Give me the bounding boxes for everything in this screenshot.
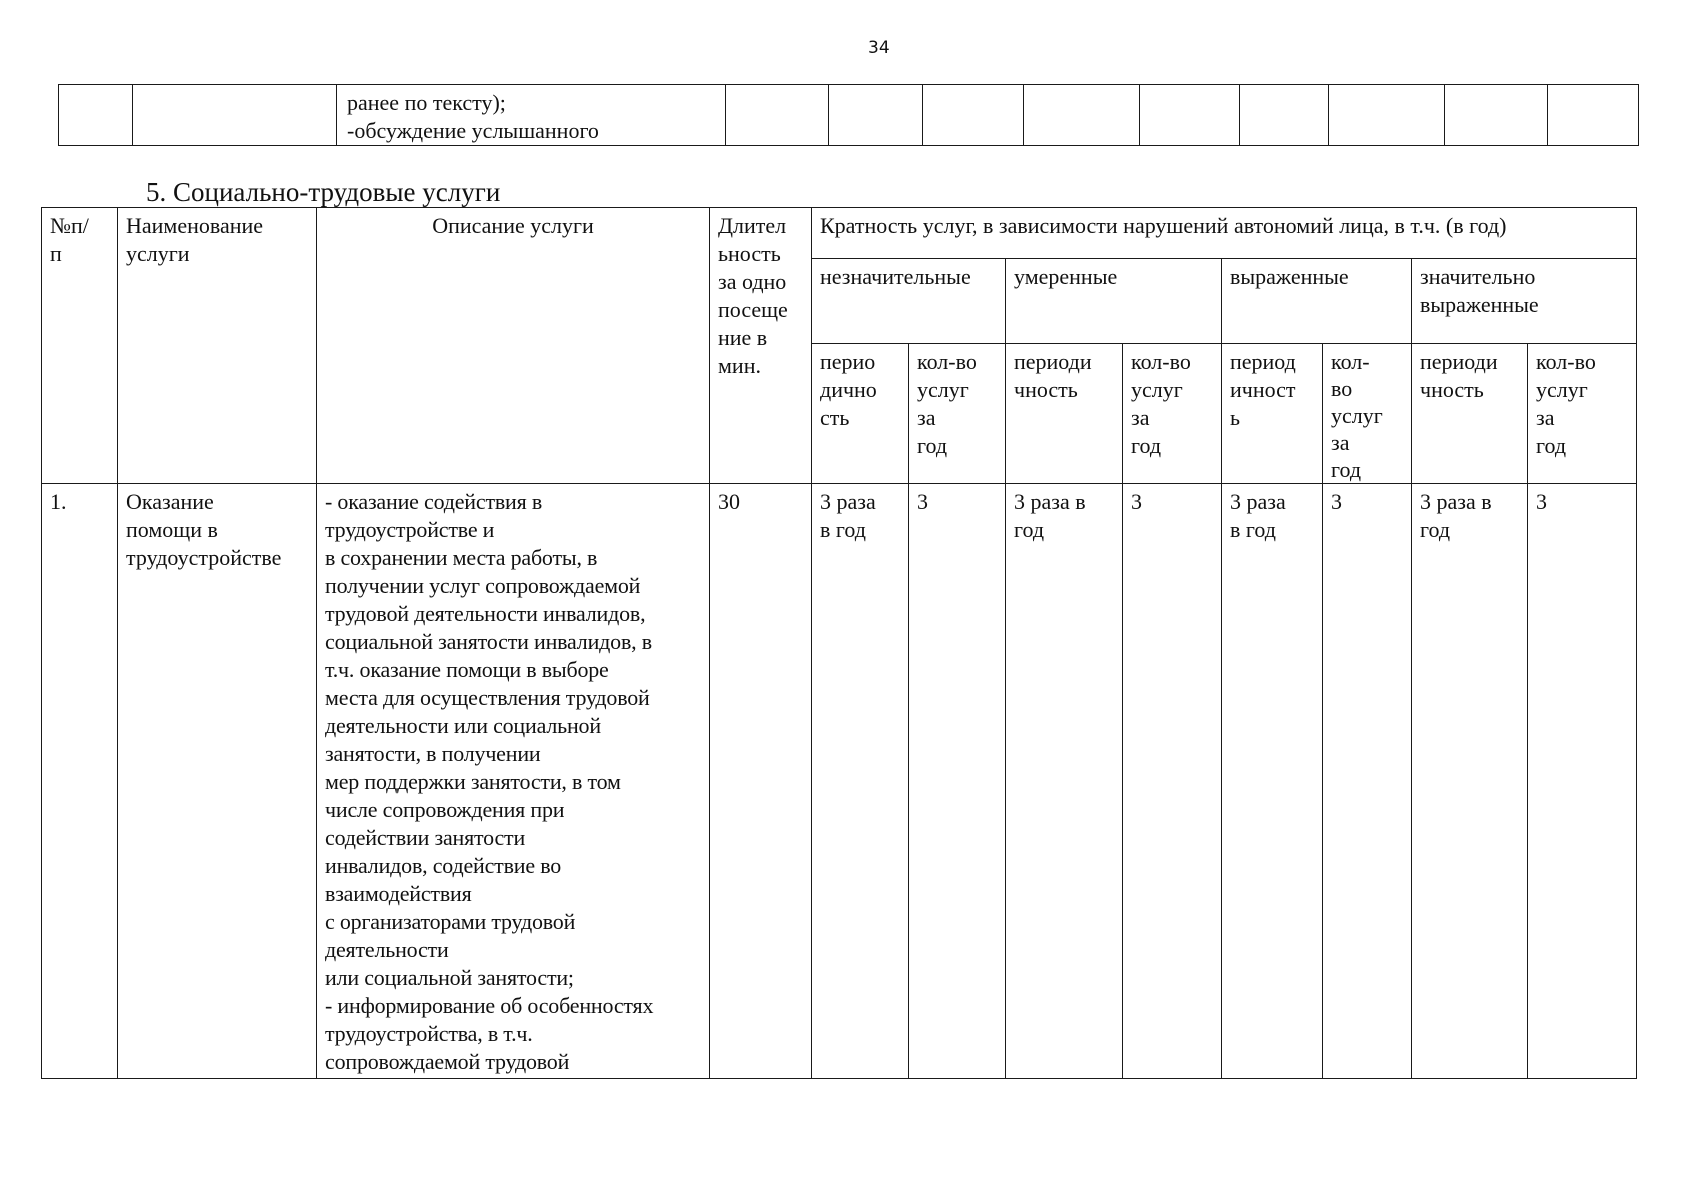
carryover-cell <box>923 85 1024 146</box>
row-description-line: получении услуг сопровождаемой <box>325 573 641 598</box>
header-text: чность <box>1014 377 1078 402</box>
header-periodicity <box>1222 344 1323 484</box>
row-name-line: Оказание <box>126 489 214 514</box>
row-description-line: места для осуществления трудовой <box>325 685 650 710</box>
row-description-line: - информирование об особенностях <box>325 993 654 1018</box>
header-text: за <box>1131 405 1150 430</box>
header-text: кол- <box>1331 349 1370 374</box>
row-description <box>317 484 710 1079</box>
row-periodicity <box>1222 484 1323 1079</box>
header-level-pronounced: выраженные <box>1222 259 1412 344</box>
row-count: 3 <box>909 484 1006 1079</box>
header-count <box>1123 344 1222 484</box>
row-name-line: помощи в <box>126 517 218 542</box>
header-text: ичност <box>1230 377 1296 402</box>
row-description-line: социальной занятости инвалидов, в <box>325 629 652 654</box>
header-text: перио <box>820 349 876 374</box>
carryover-cell <box>1329 85 1445 146</box>
table-row <box>42 484 1637 1079</box>
header-text: год <box>1536 433 1567 458</box>
row-periodicity <box>1006 484 1123 1079</box>
value-text: 3 раза <box>820 489 876 514</box>
header-text: кол-во <box>1536 349 1596 374</box>
header-text: за <box>917 405 936 430</box>
services-table <box>41 207 1637 1079</box>
carryover-table <box>58 84 1639 146</box>
row-description-line: с организаторами трудовой <box>325 909 576 934</box>
header-text: услуг <box>917 377 969 402</box>
header-text: Длител <box>718 213 787 238</box>
header-text: Наименование <box>126 213 264 238</box>
carryover-row <box>59 85 1639 146</box>
header-text: за <box>1331 430 1350 455</box>
row-duration: 30 <box>710 484 812 1079</box>
value-text: год <box>1420 517 1451 542</box>
header-text: услуг <box>1536 377 1588 402</box>
header-count <box>909 344 1006 484</box>
row-description-line: деятельности <box>325 937 449 962</box>
header-description: Описание услуги <box>317 208 710 484</box>
value-text: в год <box>820 517 866 542</box>
row-description-line: взаимодействия <box>325 881 472 906</box>
header-text: услуг <box>1131 377 1183 402</box>
header-text: кол-во <box>1131 349 1191 374</box>
row-description-line: трудоустройстве и <box>325 517 495 542</box>
header-text: кол-во <box>917 349 977 374</box>
carryover-number-cell <box>59 85 133 146</box>
header-text: дично <box>820 377 877 402</box>
header-periodicity <box>1006 344 1123 484</box>
header-number <box>42 208 118 484</box>
row-periodicity <box>1412 484 1528 1079</box>
carryover-cell <box>829 85 923 146</box>
header-count <box>1528 344 1637 484</box>
page-number: 34 <box>868 38 890 58</box>
row-description-line: мер поддержки занятости, в том <box>325 769 621 794</box>
carryover-cell <box>1445 85 1548 146</box>
value-text: 3 раза в <box>1420 489 1492 514</box>
carryover-description-cell <box>337 85 726 146</box>
carryover-cell <box>726 85 829 146</box>
header-text: год <box>1331 457 1362 482</box>
header-row <box>42 208 1637 259</box>
row-name-line: трудоустройстве <box>126 545 282 570</box>
header-level-minor: незначительные <box>812 259 1006 344</box>
header-text: периоди <box>1014 349 1092 374</box>
row-description-line: занятости, в получении <box>325 741 541 766</box>
row-count: 3 <box>1528 484 1637 1079</box>
row-name <box>118 484 317 1079</box>
header-text: за <box>1536 405 1555 430</box>
row-description-line: деятельности или социальной <box>325 713 601 738</box>
header-text: период <box>1230 349 1296 374</box>
carryover-cell <box>1240 85 1329 146</box>
value-text: 3 раза в <box>1014 489 1086 514</box>
row-description-line: или социальной занятости; <box>325 965 574 990</box>
value-text: в год <box>1230 517 1276 542</box>
header-text: п <box>50 241 62 266</box>
header-name <box>118 208 317 484</box>
row-description-line: - оказание содействия в <box>325 489 543 514</box>
header-text: ние в <box>718 325 768 350</box>
value-text: 3 раза <box>1230 489 1286 514</box>
header-periodicity <box>812 344 909 484</box>
header-text: чность <box>1420 377 1484 402</box>
row-description-line: трудоустройства, в т.ч. <box>325 1021 533 1046</box>
row-description-line: т.ч. оказание помощи в выборе <box>325 657 609 682</box>
row-description-line: содействии занятости <box>325 825 526 850</box>
section-title: 5. Социально-трудовые услуги <box>146 177 501 207</box>
row-description-line: числе сопровождения при <box>325 797 565 822</box>
row-number: 1. <box>42 484 118 1079</box>
header-text: периоди <box>1420 349 1498 374</box>
header-frequency-group: Кратность услуг, в зависимости нарушений автономий лица, в т.ч. (в год) <box>812 208 1637 259</box>
header-text: посеще <box>718 297 788 322</box>
row-count: 3 <box>1123 484 1222 1079</box>
header-text: за одно <box>718 269 787 294</box>
carryover-description-line: -обсуждение услышанного <box>347 118 599 143</box>
value-text: год <box>1014 517 1045 542</box>
row-periodicity <box>812 484 909 1079</box>
carryover-cell <box>1024 85 1140 146</box>
header-text: услуг <box>1331 403 1383 428</box>
header-count <box>1323 344 1412 484</box>
carryover-name-cell <box>133 85 337 146</box>
header-text: год <box>917 433 948 458</box>
carryover-cell <box>1140 85 1240 146</box>
header-periodicity <box>1412 344 1528 484</box>
header-duration <box>710 208 812 484</box>
carryover-description-line: ранее по тексту); <box>347 90 506 115</box>
row-description-line: в сохранении места работы, в <box>325 545 598 570</box>
row-description-line: сопровождаемой трудовой <box>325 1049 570 1074</box>
header-text: сть <box>820 405 850 430</box>
row-description-line: трудовой деятельности инвалидов, <box>325 601 646 626</box>
carryover-cell <box>1548 85 1639 146</box>
header-text: мин. <box>718 353 761 378</box>
header-text: №п/ <box>50 213 89 238</box>
header-text: во <box>1331 376 1353 401</box>
header-text: услуги <box>126 241 190 266</box>
header-text: ьность <box>718 241 781 266</box>
row-description-line: инвалидов, содействие во <box>325 853 562 878</box>
header-text: год <box>1131 433 1162 458</box>
header-level-significant: значительно выраженные <box>1412 259 1637 344</box>
header-text: ь <box>1230 405 1241 430</box>
header-level-moderate: умеренные <box>1006 259 1222 344</box>
row-count: 3 <box>1323 484 1412 1079</box>
